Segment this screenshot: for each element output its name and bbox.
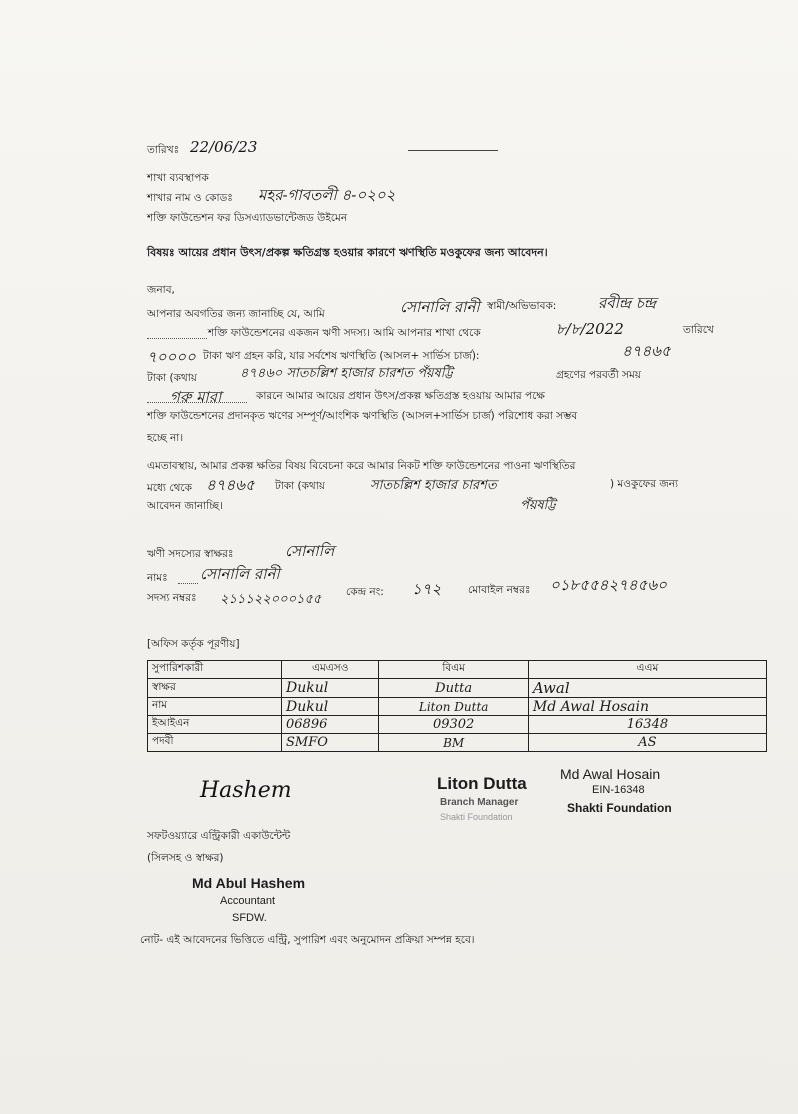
table-header-cell: এমএসও	[282, 661, 379, 679]
am-stamp-org: Shakti Foundation	[567, 801, 672, 815]
bm-signature: Dutta	[379, 679, 528, 698]
table-row	[148, 679, 767, 698]
para2-text-b: মধ্যে থেকে	[147, 482, 192, 494]
am-designation: AS	[528, 734, 766, 752]
para2-text-d: ) মওকুফের জন্য	[610, 478, 679, 490]
bm-name: Liton Dutta	[379, 698, 528, 716]
guardian-name-handwritten: রবীন্দ্র চন্দ্র	[598, 294, 657, 312]
para1-text-i: শক্তি ফাউন্ডেশনের প্রদানকৃত ঋণের সম্পূর্ণ/আংশিক ঋণস্থিতি (আসল+সার্ভিস চার্জ) পরিশোধ করা সম্ভব	[147, 410, 578, 422]
bm-designation: BM	[379, 734, 528, 752]
center-number-label: কেন্দ্র নং:	[346, 586, 384, 598]
am-name: Md Awal Hosain	[528, 698, 766, 716]
para2-text-a: এমতাবস্থায়, আমার প্রকল্প ক্ষতির বিষয় বিবেচনা করে আমার নিকট শক্তি ফাউন্ডেশনের পাওনা ঋণস্থিতির	[147, 460, 576, 472]
para1-text-f: টাকা (কথায়	[147, 372, 197, 384]
balance-handwritten: ৪৭৪৬৫	[622, 342, 671, 360]
accountant-stamp-name: Md Abul Hashem	[192, 875, 306, 891]
para1-text-e: টাকা ঋণ গ্রহন করি, যার সর্বশেষ ঋণস্থিতি (আসল+ সার্ভিস চার্জ):	[203, 350, 480, 362]
bm-stamp-org: Shakti Foundation	[440, 812, 513, 822]
para1-text-h: কারনে আমার আয়ের প্রধান উৎস/প্রকল্প ক্ষতিগ্রস্ত হওয়ায় আমার পক্ষে	[256, 390, 545, 402]
addressee-title: শাখা ব্যবস্থাপক	[147, 172, 209, 184]
table-header-cell: এএম	[528, 661, 766, 679]
row-label: পদবী	[148, 734, 282, 752]
mso-name: Dukul	[282, 698, 379, 716]
am-stamp-ein: EIN-16348	[592, 784, 645, 796]
msO-signature: Dukul	[282, 679, 379, 698]
para1-text-b: স্বামী/অভিভাবক:	[487, 300, 557, 312]
balance-words-handwritten: ৪৭৪৬০ সাতচল্লিশ হাজার চারশত পঁয়ষট্টি	[240, 366, 453, 381]
branch-value: মহর-গাবতলী ৪-০২০২	[258, 186, 396, 204]
mobile-value: ০১৮৫৫৪২৭৪৫৬০	[550, 576, 667, 594]
center-number-value: ১৭২	[412, 580, 442, 598]
bm-stamp-name: Liton Dutta	[437, 774, 527, 793]
mobile-label: মোবাইল নম্বরঃ	[468, 584, 531, 596]
table-header-row	[148, 661, 767, 679]
bm-ein: 09302	[379, 716, 528, 734]
loan-date-handwritten: ৮/৮/2022	[556, 320, 624, 338]
waiver-words-handwritten-2: পঁয়ষট্টি	[520, 498, 556, 513]
table-row	[148, 716, 767, 734]
member-signature-label: ঋণী সদস্যের স্বাক্ষরঃ	[147, 548, 234, 560]
blank-dots	[178, 583, 198, 584]
waiver-words-handwritten-1: সাতচল্লিশ হাজার চারশত	[370, 478, 497, 493]
member-name-label: নামঃ	[147, 572, 168, 584]
accountant-seal-label: (সিলসহ ও স্বাক্ষর)	[147, 852, 224, 864]
accountant-signature: Hashem	[200, 778, 292, 803]
blank-dots	[147, 402, 247, 403]
subject-line: বিষয়ঃ আয়ের প্রধান উৎস/প্রকল্প ক্ষতিগ্রস্ত হওয়ার কারণে ঋণস্থিতি মওকুফের জন্য আবেদন।	[147, 246, 548, 259]
ink-stroke	[408, 150, 498, 151]
member-signature: সোনালি	[285, 542, 335, 560]
am-stamp-name: Md Awal Hosain	[560, 766, 661, 782]
waiver-amount-handwritten: ৪৭৪৬৫	[206, 476, 255, 494]
table-header-cell: সুপারিশকারী	[148, 661, 282, 679]
para1-text-a: আপনার অবগতির জন্য জানাচ্ছি যে, আমি	[147, 308, 325, 320]
footer-note: নোট- এই আবেদনের ভিত্তিতে এন্ট্রি, সুপারিশ এবং অনুমোদন প্রক্রিয়া সম্পন্ন হবে।	[140, 934, 475, 946]
para2-text-e: আবেদন জানাচ্ছি।	[147, 500, 223, 512]
row-label: ইআইএন	[148, 716, 282, 734]
member-name-value: সোনালি রানী	[200, 565, 280, 583]
salutation: জনাব,	[147, 284, 175, 296]
office-table	[147, 660, 767, 752]
branch-label: শাখার নাম ও কোডঃ	[147, 192, 233, 204]
table-header-cell: বিএম	[379, 661, 528, 679]
para1-text-d: তারিখে	[683, 324, 714, 336]
para1-text-g: গ্রহণের পরবর্তী সময়	[556, 369, 641, 381]
member-number-value: ২১১১২২০০০১৫৫	[220, 592, 322, 607]
row-label: স্বাক্ষর	[148, 679, 282, 698]
para2-text-c: টাকা (কথায়	[275, 480, 325, 492]
reason-handwritten: গরু মারা	[170, 388, 222, 406]
accountant-stamp-title: Accountant	[220, 895, 276, 907]
table-row	[148, 734, 767, 752]
member-number-label: সদস্য নম্বরঃ	[147, 592, 197, 604]
date-label: তারিখঃ	[147, 144, 180, 156]
para1-text-c: শক্তি ফাউন্ডেশনের একজন ঋণী সদস্য। আমি আপনার শাখা থেকে	[208, 327, 481, 339]
mso-designation: SMFO	[282, 734, 379, 752]
accountant-stamp-org: SFDW.	[232, 912, 267, 924]
mso-ein: 06896	[282, 716, 379, 734]
loan-amount-handwritten: ৭০০০০	[147, 348, 196, 366]
table-row	[148, 698, 767, 716]
am-signature: Awal	[528, 679, 766, 698]
member-name-handwritten: সোনালি রানী	[400, 298, 480, 316]
bm-stamp-title: Branch Manager	[440, 797, 519, 808]
row-label: নাম	[148, 698, 282, 716]
date-value: 22/06/23	[190, 138, 258, 156]
accountant-label: সফটওয়্যারে এন্ট্রিকারী একাউন্টেন্ট	[147, 830, 291, 842]
office-section-heading: [অফিস কর্তৃক পূরণীয়]	[147, 638, 240, 650]
blank-dots	[147, 338, 207, 339]
organization-name: শক্তি ফাউন্ডেশন ফর ডিসএ্যাডভান্টেজড উইমেন	[147, 212, 348, 224]
am-ein: 16348	[528, 716, 766, 734]
para1-text-j: হচ্ছে না।	[147, 432, 184, 444]
